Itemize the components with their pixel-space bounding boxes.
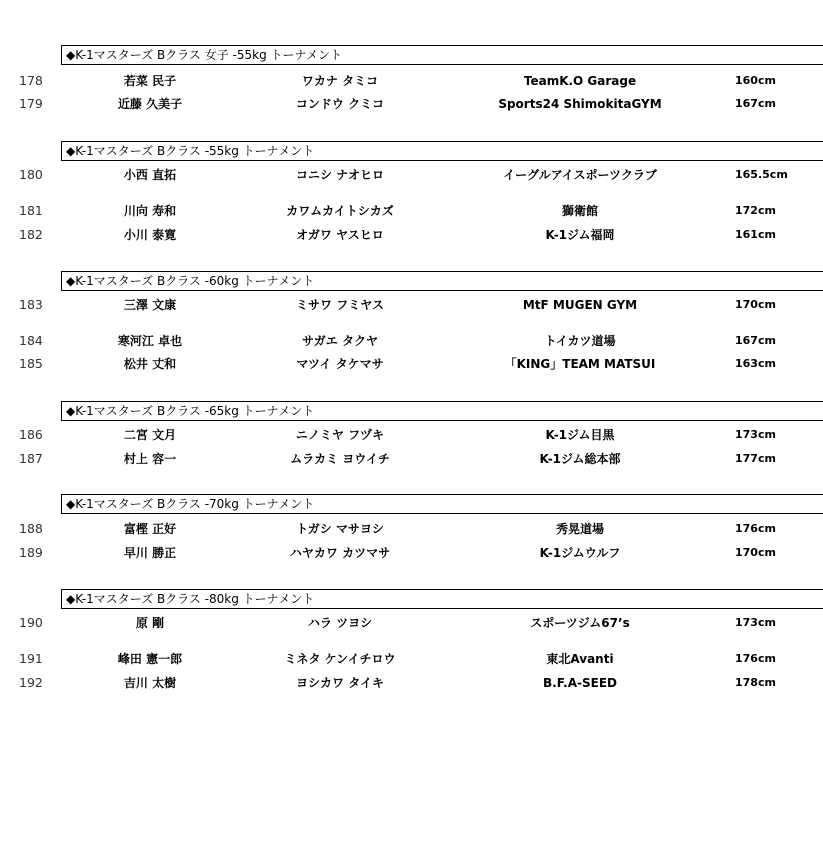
fighter-kana: ミサワ フミヤス [296,298,384,312]
section-header: ◆K-1マスターズ Bクラス -70kg トーナメント [61,494,823,514]
fighter-height: 163cm [735,357,776,370]
fighter-name: 二宮 文月 [123,428,177,442]
table-row [0,543,823,563]
fighter-name: 小西 直拓 [123,168,177,182]
fighter-height: 160cm [735,74,776,87]
fighter-kana: コンドウ クミコ [295,97,385,111]
fighter-name: 村上 容一 [123,452,177,466]
fighter-name: 川向 寿和 [123,204,177,218]
fighter-height: 170cm [735,298,776,311]
fighter-name: 寒河江 卓也 [117,334,183,348]
fighter-name: 小川 泰寛 [123,228,177,242]
fighter-kana: ハラ ツヨシ [307,616,373,630]
entry-number: 178 [19,73,43,88]
fighter-gym: 秀晃道場 [555,522,604,536]
table-row [0,295,823,315]
entry-number: 191 [19,651,43,666]
fighter-height: 178cm [735,676,776,689]
fighter-name: 吉川 太樹 [123,676,177,690]
section-header: ◆K-1マスターズ Bクラス -55kg トーナメント [61,141,823,161]
entry-number: 186 [19,427,43,442]
table-row [0,673,823,693]
fighter-kana: トガシ マサヨシ [296,522,384,536]
fighter-gym: Sports24 ShimokitaGYM [498,97,662,111]
fighter-gym: K-1ジム目黒 [545,428,615,442]
table-row [0,425,823,445]
section-header: ◆K-1マスターズ Bクラス 女子 -55kg トーナメント [61,45,823,65]
fighter-gym: B.F.A-SEED [543,676,617,690]
fighter-gym: イーグルアイスポーツクラブ [503,168,657,182]
entry-number: 190 [19,615,43,630]
fighter-name: 原 剛 [135,616,165,630]
fighter-gym: K-1ジムウルフ [539,546,621,560]
table-row [0,71,823,91]
fighter-gym: K-1ジム総本部 [539,452,621,466]
fighter-height: 173cm [735,428,776,441]
fighter-gym: スポーツジム67’s [530,616,630,630]
fighter-gym: MtF MUGEN GYM [522,298,638,312]
fighter-height: 172cm [735,204,776,217]
fighter-name: 三澤 文康 [123,298,177,312]
fighter-height: 176cm [735,522,776,535]
fighter-kana: カワムカイトシカズ [286,204,394,218]
table-row [0,225,823,245]
section-header: ◆K-1マスターズ Bクラス -80kg トーナメント [61,589,823,609]
fighter-gym: トイカツ道場 [544,334,616,348]
table-row [0,201,823,221]
fighter-kana: ムラカミ ヨウイチ [290,452,390,466]
entry-number: 183 [19,297,43,312]
section-header: ◆K-1マスターズ Bクラス -65kg トーナメント [61,401,823,421]
fighter-name: 早川 勝正 [123,546,177,560]
table-row [0,331,823,351]
entry-number: 181 [19,203,43,218]
table-row [0,354,823,374]
fighter-height: 165.5cm [735,168,788,181]
fighter-kana: ワカナ タミコ [301,74,379,88]
fighter-height: 167cm [735,334,776,347]
entry-number: 184 [19,333,43,348]
fighter-name: 峰田 憲一郎 [117,652,183,666]
fighter-height: 177cm [735,452,776,465]
table-row [0,165,823,185]
table-row [0,94,823,114]
section-header: ◆K-1マスターズ Bクラス -60kg トーナメント [61,271,823,291]
fighter-kana: ミネタ ケンイチロウ [284,652,396,666]
fighter-kana: ハヤカワ カツマサ [289,546,391,560]
entry-number: 189 [19,545,43,560]
table-row [0,649,823,669]
fighter-name: 富樫 正好 [123,522,177,536]
fighter-name: 松井 丈和 [123,357,177,371]
fighter-name: 若菜 民子 [123,74,177,88]
entry-number: 192 [19,675,43,690]
fighter-height: 167cm [735,97,776,110]
table-row [0,449,823,469]
fighter-gym: 「KING」TEAM MATSUI [504,357,656,371]
entry-number: 180 [19,167,43,182]
fighter-gym: K-1ジム福岡 [545,228,615,242]
entry-number: 187 [19,451,43,466]
entry-number: 185 [19,356,43,371]
fighter-kana: コニシ ナオヒロ [296,168,384,182]
fighter-name: 近藤 久美子 [117,97,183,111]
table-row [0,613,823,633]
entry-number: 179 [19,96,43,111]
fighter-gym: 東北Avanti [546,652,614,666]
fighter-kana: マツイ タケマサ [296,357,384,371]
fighter-height: 161cm [735,228,776,241]
fighter-kana: サガエ タクヤ [302,334,378,348]
entry-number: 188 [19,521,43,536]
fighter-gym: 獅衛館 [561,204,598,218]
table-row [0,519,823,539]
fighter-kana: オガワ ヤスヒロ [296,228,384,242]
fighter-height: 173cm [735,616,776,629]
fighter-kana: ニノミヤ フヅキ [295,428,385,442]
fighter-gym: TeamK.O Garage [523,74,637,88]
entry-number: 182 [19,227,43,242]
fighter-kana: ヨシカワ タイキ [296,676,384,690]
fighter-height: 176cm [735,652,776,665]
fighter-height: 170cm [735,546,776,559]
